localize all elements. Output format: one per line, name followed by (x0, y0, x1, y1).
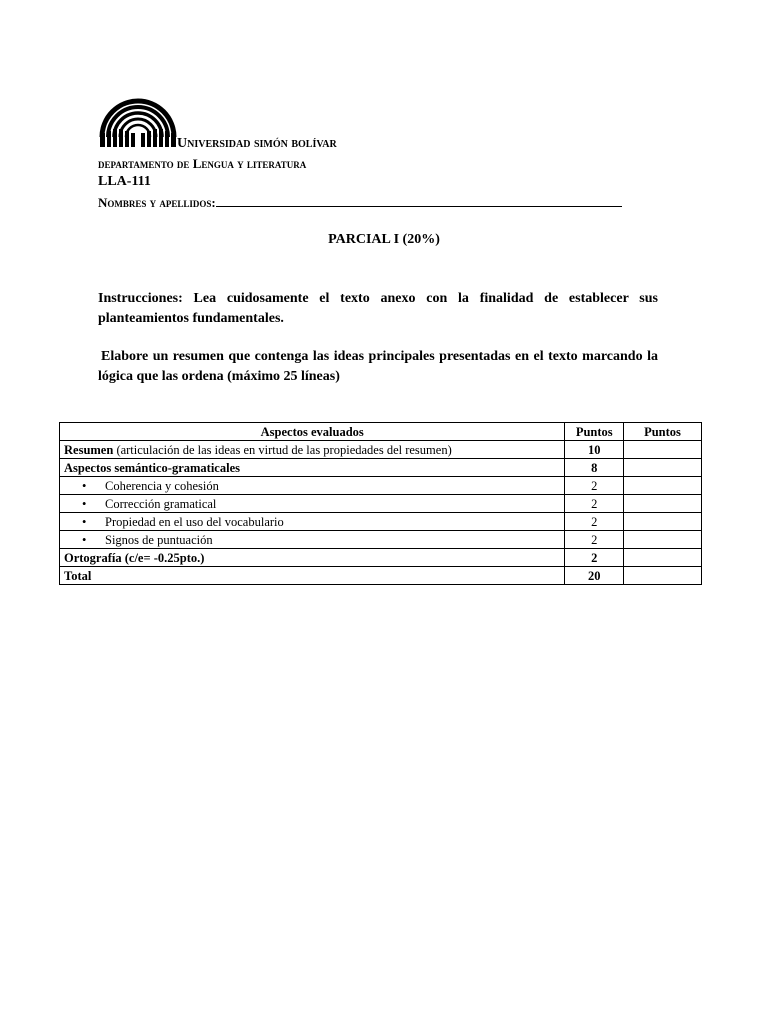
row-label (60, 441, 565, 459)
names-field (98, 195, 622, 211)
university-logo (98, 93, 178, 149)
bullet-icon: • (82, 496, 87, 511)
row-label (60, 531, 565, 549)
row-score-cell (624, 495, 702, 513)
row-points: 2 (565, 477, 624, 495)
row-label (60, 477, 565, 495)
table-row (60, 441, 702, 459)
column-header: Puntos (565, 423, 624, 441)
instructions-text: Instrucciones: Lea cuidosamente el texto anexo con la finalidad de establecer sus planteamientos fundamentales. (98, 291, 658, 326)
row-label: Aspectos semántico-gramaticales (60, 459, 565, 477)
column-header: Puntos (624, 423, 702, 441)
row-score-cell (624, 477, 702, 495)
row-points: 8 (565, 459, 624, 477)
table-row (60, 495, 702, 513)
row-label-text: Corrección gramatical (105, 496, 217, 511)
names-label: Nombres y apellidos: (98, 195, 216, 210)
table-row (60, 567, 702, 585)
row-label-text: Propiedad en el uso del vocabulario (105, 514, 284, 529)
table-row (60, 531, 702, 549)
row-label-text: Coherencia y cohesión (105, 478, 219, 493)
row-points: 2 (565, 549, 624, 567)
university-name: Universidad simón bolívar (177, 136, 337, 151)
table-header-row (60, 423, 702, 441)
row-score-cell (624, 567, 702, 585)
row-label-rest: (articulación de las ideas en virtud de las propiedades del resumen) (113, 442, 452, 457)
row-score-cell (624, 513, 702, 531)
bullet-icon: • (82, 532, 87, 547)
course-code: LLA-111 (98, 174, 151, 189)
row-label-bold: Resumen (64, 442, 114, 457)
task-text: Elabore un resumen que contenga las ideas principales presentadas en el texto marcando la lógica que las ordena (máximo 25 líneas) (98, 349, 658, 384)
page-title: PARCIAL I (20%) (328, 232, 440, 247)
names-blank-line (216, 196, 622, 207)
table-row (60, 513, 702, 531)
row-points: 2 (565, 513, 624, 531)
row-score-cell (624, 459, 702, 477)
column-header: Aspectos evaluados (60, 423, 565, 441)
row-label-text: Signos de puntuación (105, 532, 213, 547)
table-row (60, 549, 702, 567)
bullet-icon: • (82, 478, 87, 493)
department-name: departamento de Lengua y literatura (98, 156, 307, 171)
evaluation-table (59, 422, 702, 585)
table-row (60, 459, 702, 477)
row-points: 2 (565, 495, 624, 513)
row-label (60, 513, 565, 531)
row-points: 20 (565, 567, 624, 585)
row-score-cell (624, 531, 702, 549)
row-score-cell (624, 549, 702, 567)
bullet-icon: • (82, 514, 87, 529)
row-score-cell (624, 441, 702, 459)
row-label: Ortografía (c/e= -0.25pto.) (60, 549, 565, 567)
row-label: Total (60, 567, 565, 585)
table-row (60, 477, 702, 495)
row-label (60, 495, 565, 513)
row-points: 10 (565, 441, 624, 459)
row-points: 2 (565, 531, 624, 549)
